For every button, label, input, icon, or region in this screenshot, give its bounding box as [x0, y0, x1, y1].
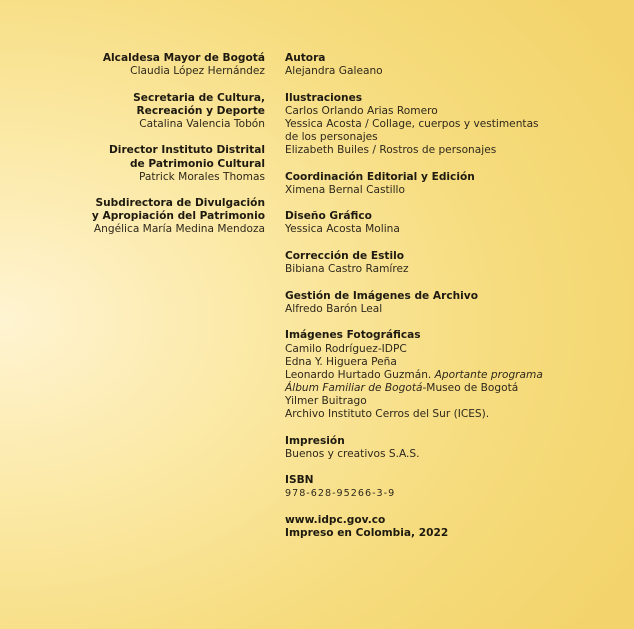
credit-person: Buenos y creativos S.A.S.	[285, 447, 420, 460]
credit-person: Bibiana Castro Ramírez	[285, 263, 409, 276]
credit-gestion	[285, 290, 615, 316]
credit-role: Director Instituto Distrital	[109, 144, 265, 157]
credit-person: Yessica Acosta Molina	[285, 223, 400, 236]
credit-role: Ilustraciones	[285, 91, 363, 104]
credit-ilustraciones	[285, 92, 615, 157]
credit-role: Recreación y Deporte	[136, 104, 265, 117]
credit-role: Impresión	[285, 434, 345, 447]
credit-person: Edna Y. Higuera Peña	[285, 355, 397, 368]
credit-person: Archivo Instituto Cerros del Sur (ICES).	[285, 407, 490, 420]
credit-person: Yilmer Buitrago	[285, 394, 367, 407]
credit-alcaldesa	[25, 52, 265, 78]
credit-role: y Apropiación del Patrimonio	[91, 210, 265, 223]
credit-diseno	[285, 210, 615, 236]
isbn-label: ISBN	[285, 474, 314, 487]
credit-person: Alfredo Barón Leal	[285, 302, 383, 315]
credit-role: Imágenes Fotográficas	[285, 329, 421, 342]
credit-role: Subdirectora de Divulgación	[95, 197, 265, 210]
credit-person	[285, 369, 615, 382]
credit-note: -Museo de Bogotá	[422, 381, 519, 394]
credit-fotografias	[285, 329, 615, 421]
credit-person-name: Leonardo Hurtado Guzmán.	[285, 368, 435, 381]
footer-block	[285, 514, 615, 540]
credit-coordinacion	[285, 171, 615, 197]
credit-person: Alejandra Galeano	[285, 65, 383, 78]
credit-note: Álbum Familiar de Bogotá	[285, 381, 423, 394]
credit-autora	[285, 52, 615, 78]
credit-person: Catalina Valencia Tobón	[139, 117, 265, 130]
credit-person: Yessica Acosta / Collage, cuerpos y vestimentas	[285, 117, 539, 130]
credit-role: Autora	[285, 52, 326, 64]
credit-person: Camilo Rodríguez-IDPC	[285, 342, 407, 355]
credit-role: de Patrimonio Cultural	[129, 157, 265, 170]
credit-secretaria	[25, 92, 265, 131]
credit-person: Ximena Bernal Castillo	[285, 183, 405, 196]
credit-role: Corrección de Estilo	[285, 250, 404, 263]
website-link: www.idpc.gov.co	[285, 513, 386, 526]
credit-role: Secretaria de Cultura,	[133, 91, 265, 104]
isbn-block	[285, 474, 615, 500]
right-credits-column	[285, 52, 615, 554]
credit-person: Elizabeth Builes / Rostros de personajes	[285, 144, 497, 157]
credit-role: Diseño Gráfico	[285, 210, 372, 223]
credit-role: Coordinación Editorial y Edición	[285, 170, 475, 183]
credit-person: Claudia López Hernández	[130, 65, 265, 78]
credit-note: Aportante programa	[434, 368, 543, 381]
credit-person: Carlos Orlando Arias Romero	[285, 104, 438, 117]
credit-correccion	[285, 250, 615, 276]
isbn-number: 978-628-95266-3-9	[285, 488, 396, 500]
credit-subdirectora	[25, 197, 265, 236]
credit-person: de los personajes	[285, 130, 378, 143]
printed-in: Impreso en Colombia, 2022	[285, 527, 449, 540]
credit-impresion	[285, 435, 615, 461]
credit-person: Patrick Morales Thomas	[139, 170, 265, 183]
credit-person	[285, 382, 615, 395]
credit-role: Gestión de Imágenes de Archivo	[285, 289, 478, 302]
credit-role: Alcaldesa Mayor de Bogotá	[102, 52, 265, 64]
credit-director	[25, 144, 265, 183]
left-credits-column	[25, 52, 265, 250]
credit-person: Angélica María Medina Mendoza	[93, 223, 265, 236]
